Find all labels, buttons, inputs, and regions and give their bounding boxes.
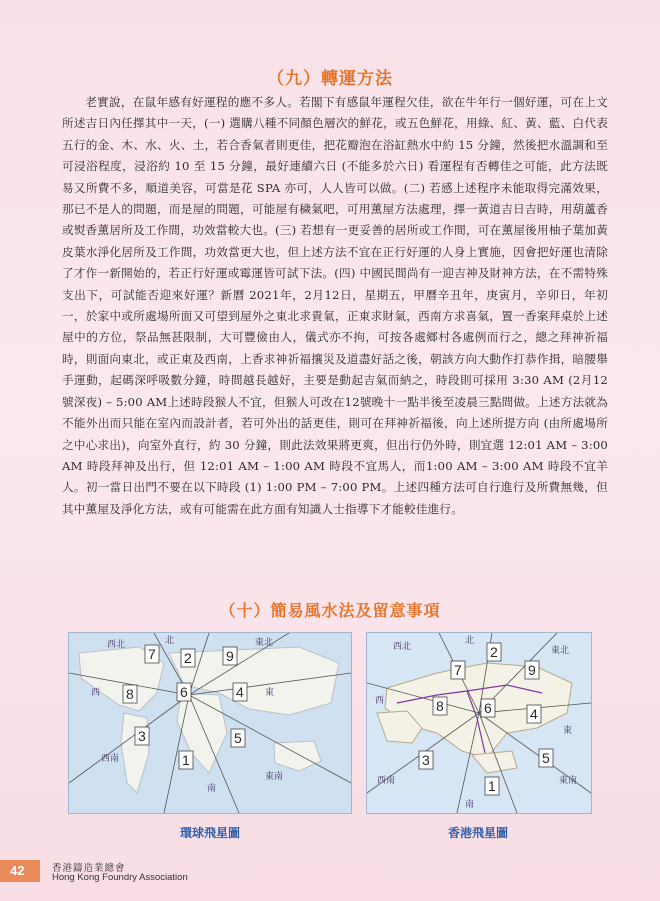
page-number: 42 xyxy=(10,863,25,878)
hk-star-num: 6 xyxy=(484,700,492,716)
world-dir-note: 西北 xyxy=(107,640,126,650)
world-dir-note: 西 xyxy=(91,688,101,698)
world-star-num: 1 xyxy=(182,752,190,768)
world-star-num: 8 xyxy=(126,686,134,702)
world-dir-note: 東北 xyxy=(255,638,274,648)
hk-star-num: 8 xyxy=(436,698,444,714)
world-dir-note: 西南 xyxy=(101,754,120,764)
association-name-en: Hong Kong Foundry Association xyxy=(52,872,188,883)
hk-dir-note: 西北 xyxy=(393,642,412,652)
hk-star-num: 4 xyxy=(530,706,538,722)
world-star-num: 7 xyxy=(148,646,156,662)
world-star-num: 5 xyxy=(234,730,242,746)
world-dir-note: 東南 xyxy=(265,772,284,782)
world-dir-note: 北 xyxy=(165,636,175,646)
world-star-num: 2 xyxy=(184,650,192,666)
hk-star-num: 3 xyxy=(422,752,430,768)
hk-star-num: 5 xyxy=(542,750,550,766)
hk-dir-note: 北 xyxy=(465,636,475,646)
hk-dir-note: 東北 xyxy=(551,646,570,656)
hk-map-caption: 香港飛星圖 xyxy=(448,826,509,840)
hk-dir-note: 東南 xyxy=(559,776,578,786)
hk-star-num: 1 xyxy=(488,778,496,794)
world-star-num: 9 xyxy=(226,648,234,664)
section9-body: 老實說，在鼠年感有好運程的應不多人。若閣下有感鼠年運程欠佳，欲在牛年行一個好運，可在上文所述吉日內任擇其中一天，(一) 選購八種不同顏色層次的鮮花，或五色鮮花，用綠、紅、黃、藍、白代表五行的金、木、水、火、土，若合香氣者則更佳，把花瓣泡在浴缸熱水中約 15 分鐘，然後把水溫調和至可浸浴程度，浸浴約 10 至 15 分鐘，最好連續六日 (不能多於六日) 看運程有否轉佳之可能，此方法既易又所費不多，順道美容，可當是花 SPA 亦可，人人皆可以做。(二) 若感上述程序未能取得完滿效果，那已不是人的問題，而是屋的問題，可能屋有穢氣吧，可用薰屋方法處理，擇一黃道吉日吉時，用葫蘆香或熨香薰居所及工作間，功效當較大也。(三) 若想有一更妥善的居所或工作間，可在薰屋後用柚子葉加黃皮葉水淨化居所及工作間，功效當更大也，但上述方法不宜在正行好運的人身上實施，因會把好運也清除了才作一新開始的，若正行好運或霉運皆可試下法。(四) 中國民間尚有一迎吉神及財神方法，在不需特殊支出下，可試能否迎來好運？新曆 2021年，2月12日，星期五，甲曆辛丑年，庚寅月，辛卯日，年初一，於家中或所處場所面又可望到屋外之東北求貴氣，正東求財氣，西南方求喜氣，置一香案拜桌於上述屋中的方位，祭品無甚限制，大可豐儉由人，儀式亦不拘，可按各處鄉村各處例而行之，總之拜神祈福時，則面向東北，或正東及西南，上香求神祈福攘災及道盡好話之後，朝該方向大動作打恭作揖，暗腰舉手運動，起碼深呼吸數分鐘，時間越長越好，主要是動起吉氣而納之，時段則可採用 3:30 AM (2月12號深夜) – 5:00 AM上述時段猴人不宜，但猴人可改在12號晚十一點半後至凌晨三點間做。上述方法就為不能外出而只能在室內而設計者，若可外出的話更佳，則可在拜神祈福後，向上述所提方向 (由所處場所之中心求出)，向室外直行，約 30 分鐘，則此法效果將更爽，但出行仍外時，則宜選 12:01 AM – 3:00 AM 時段拜神及出行，但 12:01 AM – 1:00 AM 時段不宜馬人，而1:00 AM – 3:00 AM 時段不宜羊人。初一當日出門不要在以下時段 (1) 1:00 PM – 7:00 PM。上述四種方法可自行進行及所費無幾，但其中薰屋及淨化方法，或有可能需在此方面有知識人士指導下才能較佳進行。 xyxy=(62,95,608,516)
hk-dir-note: 西南 xyxy=(377,776,396,786)
section9-title: （九）轉運方法 xyxy=(267,69,393,89)
world-map-caption: 環球飛星圖 xyxy=(180,826,241,840)
association-name-zh: 香港鑄造業總會 xyxy=(52,863,126,874)
hk-flying-star-map xyxy=(366,632,592,814)
world-flying-star-map xyxy=(68,632,352,814)
world-star-num: 4 xyxy=(236,684,244,700)
hk-dir-note: 東 xyxy=(563,726,573,736)
hk-star-num: 9 xyxy=(528,662,536,678)
hk-star-num: 7 xyxy=(454,662,462,678)
section10-title: （十）簡易風水法及留意事項 xyxy=(219,601,441,620)
world-dir-note: 東 xyxy=(265,688,275,698)
hk-dir-note: 南 xyxy=(465,800,475,810)
hk-star-num: 2 xyxy=(490,644,498,660)
hk-dir-note: 西 xyxy=(375,696,385,706)
world-star-num: 3 xyxy=(138,728,146,744)
world-star-num: 6 xyxy=(180,684,188,700)
world-dir-note: 南 xyxy=(207,784,217,794)
